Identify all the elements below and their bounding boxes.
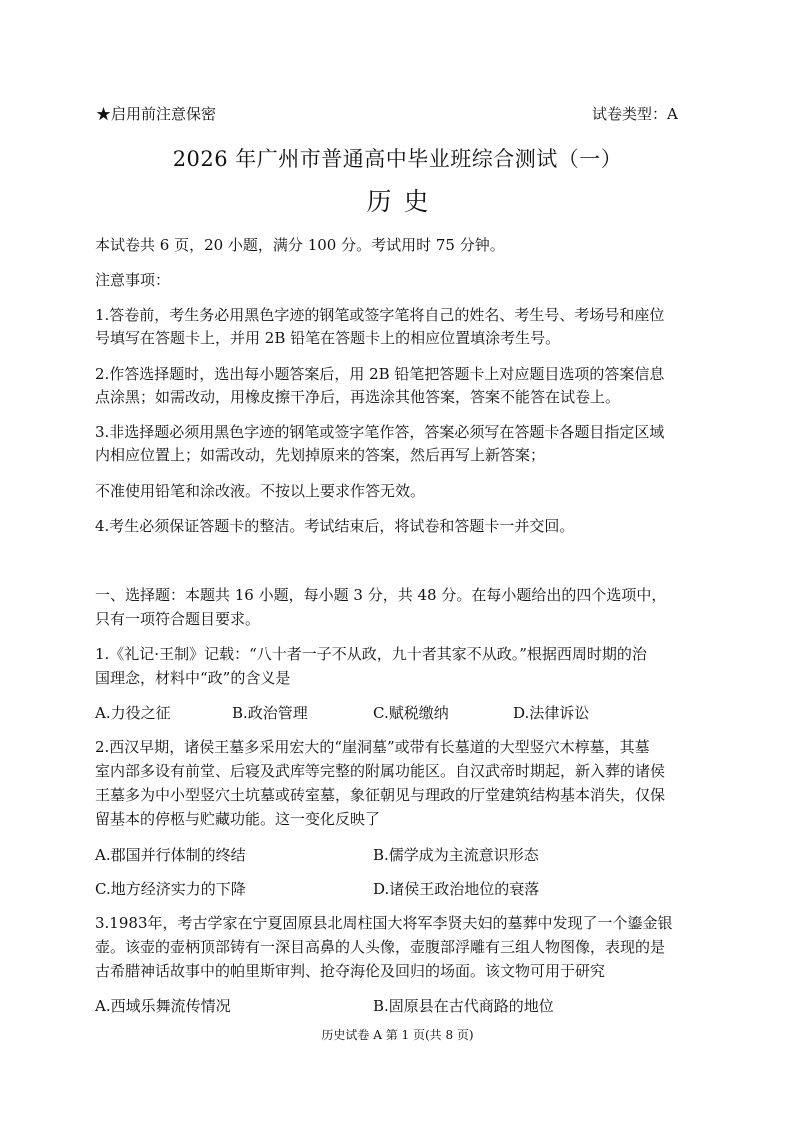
q1-option-a: A.力役之征 — [95, 704, 171, 722]
exam-title: 2026 年广州市普通高中毕业班综合测试（一） — [172, 147, 623, 171]
notice-2-line-2: 点涂黑；如需改动，用橡皮擦干净后，再选涂其他答案，答案不能答在试卷上。 — [95, 388, 621, 406]
notice-2-line-1: 2.作答选择题时，选出每小题答案后，用 2B 铅笔把答题卡上对应题目选项的答案信息 — [95, 365, 665, 383]
q1-option-c: C.赋税缴纳 — [373, 704, 449, 722]
q2-option-d: D.诸侯王政治地位的衰落 — [373, 880, 540, 898]
q2-option-c: C.地方经济实力的下降 — [95, 880, 246, 898]
q2-option-a: A.郡国并行体制的终结 — [95, 846, 246, 864]
exam-intro: 本试卷共 6 页，20 小题，满分 100 分。考试用时 75 分钟。 — [95, 236, 505, 254]
notice-4-line-1: 4.考生必须保证答题卡的整洁。考试结束后，将试卷和答题卡一并交回。 — [95, 517, 575, 535]
q3-stem-line-2: 壶。该壶的壶柄顶部铸有一深目高鼻的人头像，壶腹部浮雕有三组人物图像，表现的是 — [95, 938, 666, 956]
notice-3-line-1: 3.非选择题必须用黑色字迹的钢笔或签字笔作答，答案必须写在答题卡各题目指定区域 — [95, 423, 665, 441]
notice-1-line-1: 1.答卷前，考生务必用黑色字迹的钢笔或签字笔将自己的姓名、考生号、考场号和座位 — [95, 306, 665, 324]
q1-option-b: B.政治管理 — [232, 704, 308, 722]
notice-3-line-3: 不准使用铅笔和涂改液。不按以上要求作答无效。 — [95, 482, 426, 500]
section-heading-line-2: 只有一项符合题目要求。 — [95, 610, 261, 628]
section-heading-line-1: 一、选择题：本题共 16 小题，每小题 3 分，共 48 分。在每小题给出的四个选项中， — [95, 586, 667, 604]
q2-stem-line-4: 留基本的停柩与贮藏功能。这一变化反映了 — [95, 810, 381, 828]
q2-stem-line-1: 2.西汉早期，诸侯王墓多采用宏大的“崖洞墓”或带有长墓道的大型竖穴木椁墓，其墓 — [95, 738, 650, 756]
q3-option-b: B.固原县在古代商路的地位 — [373, 997, 554, 1015]
q3-option-a: A.西域乐舞流传情况 — [95, 997, 231, 1015]
q1-stem-line-1: 1.《礼记·王制》记载：“八十者一子不从政，九十者其家不从政。”根据西周时期的治 — [95, 645, 647, 663]
q2-stem-line-2: 室内部多设有前堂、后寝及武库等完整的附属功能区。自汉武帝时期起，新入葬的诸侯 — [95, 762, 666, 780]
subject-title: 历史 — [366, 187, 441, 216]
paper-type-label: 试卷类型：A — [592, 105, 678, 123]
notice-heading: 注意事项： — [95, 271, 171, 289]
q1-stem-line-2: 国理念，材料中“政”的含义是 — [95, 669, 291, 687]
q2-stem-line-3: 王墓多为中小型竖穴土坑墓或砖室墓，象征朝见与理政的厅堂建筑结构基本消失，仅保 — [95, 786, 666, 804]
notice-3-line-2: 内相应位置上；如需改动，先划掉原来的答案，然后再写上新答案； — [95, 446, 546, 464]
q3-stem-line-3: 古希腊神话故事中的帕里斯审判、抢夺海伦及回归的场面。该文物可用于研究 — [95, 962, 606, 980]
notice-1-line-2: 号填写在答题卡上，并用 2B 铅笔在答题卡上的相应位置填涂考生号。 — [95, 329, 561, 347]
q2-option-b: B.儒学成为主流意识形态 — [373, 846, 539, 864]
page-footer: 历史试卷 A 第 1 页(共 8 页) — [321, 1028, 474, 1042]
q1-option-d: D.法律诉讼 — [513, 704, 590, 722]
q3-stem-line-1: 3.1983年，考古学家在宁夏固原县北周柱国大将军李贤夫妇的墓葬中发现了一个鎏金银 — [95, 914, 673, 932]
confidential-label: ★启用前注意保密 — [96, 105, 217, 123]
